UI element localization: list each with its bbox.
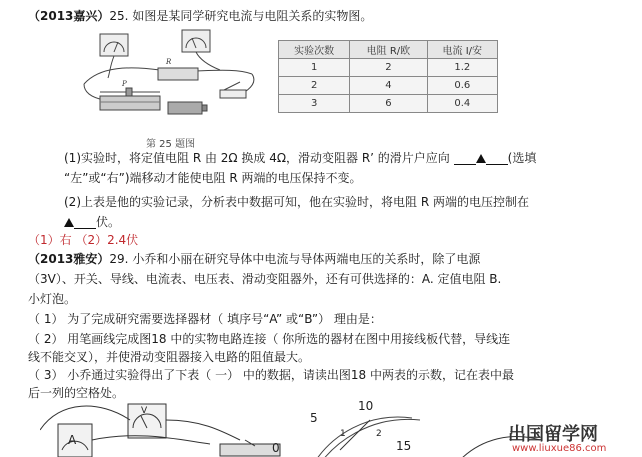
q25-part2-unit: 伏。 [96, 215, 121, 229]
dial-scale-1: 1 [340, 429, 346, 439]
answer-blank[interactable] [74, 216, 96, 229]
table-header-cell: 电流 I/安 [427, 41, 497, 59]
dial-scale-0: 0 [272, 441, 280, 455]
rheostat-p-label: P [122, 80, 127, 88]
question-25-tag: （2013嘉兴） [28, 9, 110, 23]
q29-line2: （3V）、开关、导线、电流表、电压表、滑动变阻器外，还有可供选择的：A. 定值电阻 B. [28, 272, 502, 286]
question-29-number: 29. [109, 252, 129, 266]
q25-part1-text-b: (选填 [507, 151, 537, 165]
question-25-header [28, 8, 372, 24]
question-25-stem: 如图是某同学研究电流与电阻关系的实物图。 [132, 9, 373, 23]
dial-scale-10: 10 [358, 400, 374, 413]
q29-line1 [28, 251, 480, 267]
watermark-url: www.liuxue86.com [512, 443, 607, 454]
dial-scale-2: 2 [376, 429, 382, 439]
table-cell: 0.4 [427, 95, 497, 113]
circuit-photo-figure [70, 26, 270, 134]
table-header-row [279, 41, 498, 59]
table-cell: 2 [279, 77, 350, 95]
dial-scale-15: 15 [396, 439, 412, 453]
q29-line6: 线不能交叉），并使滑动变阻器接入电路的阻值最大。 [28, 350, 311, 364]
watermark-cn: 出国留学网 [508, 424, 598, 445]
table-cell: 0.6 [427, 77, 497, 95]
rheostat-icon [220, 444, 280, 456]
dial-scale-5: 5 [310, 411, 318, 425]
table-cell: 2 [350, 59, 427, 77]
q29-line5: （ 2） 用笔画线完成图18 中的实物电路连接（ 你所选的器材在图中用接线板代替，导线连 [28, 332, 511, 346]
q25-part2-line1: (2)上表是他的实验记录，分析表中数据可知，他在实验时，将电阻 R 两端的电压控制在 [64, 195, 529, 209]
rheostat [100, 96, 160, 110]
q29-line3: 小灯泡。 [28, 292, 77, 306]
resistor-r [158, 68, 198, 80]
q25-part1-text-a: (1)实验时，将定值电阻 R 由 2Ω 换成 4Ω，滑动变阻器 R’ 的滑片户应向 [64, 151, 450, 165]
table-row [279, 95, 498, 113]
triangle-icon [64, 218, 74, 227]
ammeter-box [182, 30, 210, 52]
ammeter-label: A [68, 433, 77, 447]
voltmeter-label: V [141, 406, 148, 416]
table-row [279, 59, 498, 77]
q25-part1-line1 [64, 150, 536, 166]
q25-answer: （1）右 （2）2.4伏 [28, 233, 139, 247]
q29-line1-text: 小乔和小丽在研究导体中电流与导体两端电压的关系时，除了电源 [132, 252, 481, 266]
table-cell: 6 [350, 95, 427, 113]
table-cell: 3 [279, 95, 350, 113]
q25-part2-line2 [64, 214, 120, 230]
answer-blank[interactable] [486, 152, 508, 165]
table-header-cell: 电阻 R/欧 [350, 41, 427, 59]
table-cell: 1.2 [427, 59, 497, 77]
answer-blank[interactable] [454, 152, 476, 165]
q29-line4: （ 1） 为了完成研究需要选择器材（ 填序号“A” 或“B”） 理由是： [28, 312, 382, 326]
table-cell: 4 [350, 77, 427, 95]
q29-line7: （ 3） 小乔通过实验得出了下表（ 一） 中的数据，请读出图18 中两表的示数，记在表中最 [28, 368, 514, 382]
switch [220, 90, 246, 98]
battery [168, 102, 202, 114]
triangle-icon [476, 154, 486, 163]
figure-25-caption: 第 25 题图 [146, 139, 196, 150]
table-header-cell: 实验次数 [279, 41, 350, 59]
resistor-r-label: R [166, 58, 172, 66]
table-cell: 1 [279, 59, 350, 77]
experiment-table [278, 40, 498, 113]
question-29-tag: （2013雅安） [28, 252, 110, 266]
table-row [279, 77, 498, 95]
question-25-number: 25. [109, 9, 129, 23]
voltmeter-box [100, 34, 128, 56]
q29-line8: 后一列的空格处。 [28, 386, 125, 400]
q25-part1-line2: “左”或“右”)端移动才能使电阻 R 两端的电压保持不变。 [64, 171, 362, 185]
